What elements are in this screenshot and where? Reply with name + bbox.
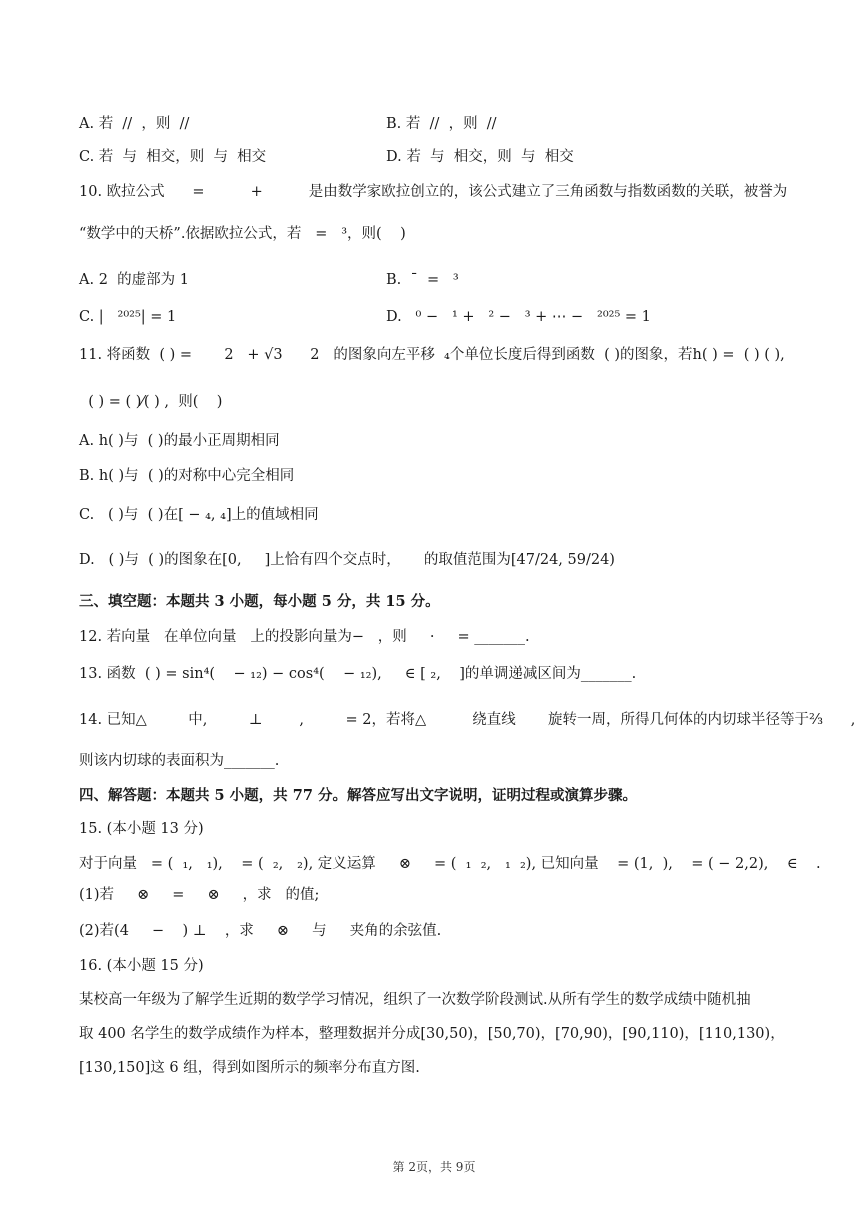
question-16-line3: [130,150]这 6 组，得到如图所示的频率分布直方图. <box>79 1060 420 1076</box>
option-9c: C. 若 与 相交，则 与 相交 <box>79 149 267 165</box>
option-9a: A. 若 // ，则 // <box>79 116 190 132</box>
section-4-heading: 四、解答题：本题共 5 小题，共 77 分。解答应写出文字说明，证明过程或演算步骤。 <box>79 787 637 804</box>
question-13: 13. 函数 ( ) = sin⁴( − ₁₂) − cos⁴( − ₁₂), ∈ [ ₂, ]的单调递减区间为_______. <box>79 666 637 682</box>
option-10a: A. 2 的虚部为 1 <box>79 272 189 288</box>
question-16-heading: 16. (本小题 15 分) <box>79 958 204 974</box>
option-9b: B. 若 // ，则 // <box>386 116 497 132</box>
question-15-part2: (2)若(4 − ) ⊥ ，求 ⊗ 与 夹角的余弦值. <box>79 923 442 939</box>
option-10d: D. ⁰ − ¹ + ² − ³ + ⋯ − ²⁰²⁵ = 1 <box>386 309 651 325</box>
option-10b: B. ¯ = ³ <box>386 272 459 288</box>
question-14-line2: 则该内切球的表面积为_______. <box>79 753 280 769</box>
section-3-heading: 三、填空题：本题共 3 小题，每小题 5 分，共 15 分。 <box>79 593 440 610</box>
question-12: 12. 若向量 在单位向量 上的投影向量为− ，则 · = _______. <box>79 629 530 645</box>
question-11-line2: ( ) = ( )⁄( ) , 则( ) <box>79 394 223 410</box>
question-10-line1: 10. 欧拉公式 = + 是由数学家欧拉创立的，该公式建立了三角函数与指数函数的关联，被誉为 <box>79 184 788 200</box>
option-11c: C. ( )与 ( )在[ − ₄, ₄]上的值域相同 <box>79 507 319 523</box>
option-10c: C. | ²⁰²⁵| = 1 <box>79 309 177 325</box>
question-15-body: 对于向量 = ( ₁, ₁), = ( ₂, ₂), 定义运算 ⊗ = ( ₁ ₂, ₁ ₂), 已知向量 = (1, ), = ( − 2,2), ∈ . <box>79 856 821 872</box>
option-11d: D. ( )与 ( )的图象在[0, ]上恰有四个交点时， 的取值范围为[47/24, 59/24) <box>79 552 615 568</box>
question-15-heading: 15. (本小题 13 分) <box>79 821 204 837</box>
question-15-part1: (1)若 ⊗ = ⊗ ，求 的值; <box>79 887 320 903</box>
page-footer: 第 2页，共 9页 <box>392 1160 476 1174</box>
option-9d: D. 若 与 相交，则 与 相交 <box>386 149 574 165</box>
question-10-line2: “数学中的天桥”.依据欧拉公式，若 = ³，则( ) <box>79 226 406 242</box>
question-11-line1: 11. 将函数 ( ) = 2 + √3 2 的图象向左平移 ₄个单位长度后得到函数 ( )的图象，若h( ) = ( ) ( ), <box>79 347 785 363</box>
option-11a: A. h( )与 ( )的最小正周期相同 <box>79 433 280 449</box>
question-14-line1: 14. 已知△ 中, ⊥ , = 2，若将△ 绕直线 旋转一周，所得几何体的内切球半径等于⅔ , <box>79 712 856 728</box>
option-11b: B. h( )与 ( )的对称中心完全相同 <box>79 468 295 484</box>
question-16-line1: 某校高一年级为了解学生近期的数学学习情况，组织了一次数学阶段测试.从所有学生的数学成绩中随机抽 <box>79 992 751 1008</box>
question-16-line2: 取 400 名学生的数学成绩作为样本，整理数据并分成[30,50)，[50,70)，[70,90)，[90,110)，[110,130)， <box>79 1026 785 1042</box>
